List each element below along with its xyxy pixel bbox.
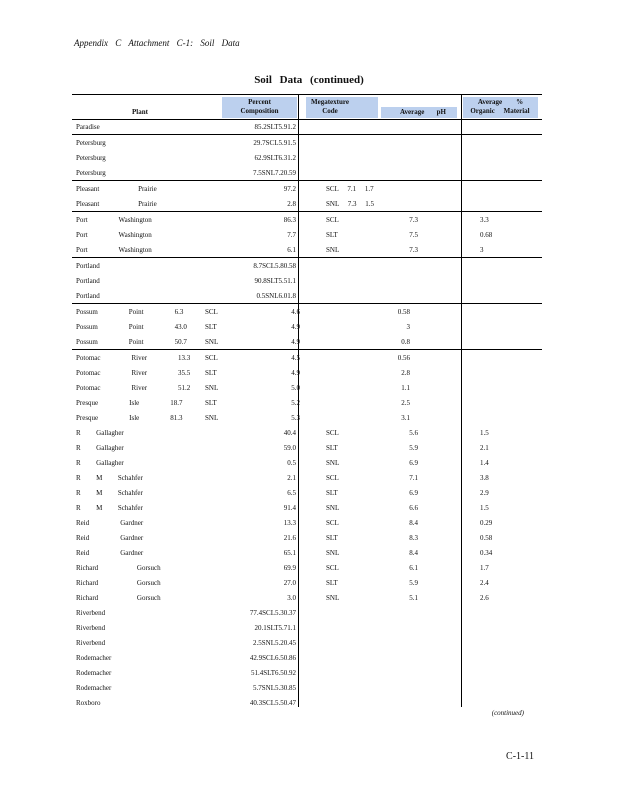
- row-group-rule: [72, 349, 542, 350]
- plant: R M Schahfer: [76, 474, 143, 482]
- organic-material: 2.6: [480, 594, 489, 602]
- plant: Reid Gardner: [76, 519, 144, 527]
- megatexture-code: SNL: [326, 504, 340, 512]
- soil-data-table: [0, 120, 618, 711]
- percent-composition: 29.7SCL5.91.5: [253, 139, 296, 147]
- average-ph: 7.1: [409, 474, 418, 482]
- average-ph: 3: [406, 323, 410, 331]
- average-ph: 2.8: [401, 369, 410, 377]
- percent-composition: 2.8: [287, 200, 296, 208]
- header-top-rule: [72, 94, 542, 95]
- average-ph: 1.1: [401, 384, 410, 392]
- table-row: [0, 335, 618, 350]
- plant: Portland: [76, 262, 100, 270]
- table-row: [0, 351, 618, 366]
- average-ph: 5.9: [409, 579, 418, 587]
- average-ph: 6.6: [409, 504, 418, 512]
- row-group-rule: [72, 257, 542, 258]
- megatexture-code: SLT: [205, 399, 217, 407]
- percent-composition: 91.4: [283, 504, 296, 512]
- plant: Paradise: [76, 123, 100, 131]
- table-row: [0, 197, 618, 212]
- organic-material: 1.5: [480, 429, 489, 437]
- percent-composition: 4.9: [291, 338, 300, 346]
- percent-composition: 69.9: [283, 564, 296, 572]
- table-row: [0, 546, 618, 561]
- megatexture-code: SNL: [326, 549, 340, 557]
- plant: Reid Gardner: [76, 534, 144, 542]
- percent-composition: 40.3SCL5.50.47: [249, 699, 296, 707]
- table-row: [0, 259, 618, 274]
- row-group-rule: [72, 180, 542, 181]
- table-row: [0, 151, 618, 166]
- plant: Pleasant Prairie: [76, 185, 157, 193]
- plant: Petersburg: [76, 154, 106, 162]
- average-ph: 8.4: [409, 549, 418, 557]
- plant: Port Washington: [76, 231, 152, 239]
- organic-material: 2.4: [480, 579, 489, 587]
- col-organic-header-2: Organic Material: [470, 107, 530, 115]
- megatexture-code: SCL: [326, 474, 339, 482]
- percent-composition: 7.5SNL7.20.59: [253, 169, 296, 177]
- plant: Port Washington: [76, 216, 152, 224]
- average-ph: 7.3: [409, 216, 418, 224]
- row-group-rule: [72, 134, 542, 135]
- plant: Portland: [76, 277, 100, 285]
- megatexture-code: SLT: [326, 579, 338, 587]
- average-ph: 8.3: [409, 534, 418, 542]
- col-ph-header: Average pH: [400, 108, 446, 116]
- megatexture-code: SCL: [326, 564, 339, 572]
- plant: Possum Point 50.7: [76, 338, 187, 346]
- table-row: [0, 320, 618, 335]
- organic-material: 0.34: [480, 549, 493, 557]
- organic-material: 1.5: [480, 504, 489, 512]
- table-row: [0, 501, 618, 516]
- table-row: [0, 366, 618, 381]
- organic-material: 2.1: [480, 444, 489, 452]
- megatexture-code: SLT: [326, 231, 338, 239]
- plant: Rodemacher: [76, 654, 112, 662]
- percent-composition: 0.5SNL6.01.8: [256, 292, 296, 300]
- organic-material: 1.4: [480, 459, 489, 467]
- percent-composition: 42.9SCL6.50.86: [249, 654, 296, 662]
- organic-material: 2.9: [480, 489, 489, 497]
- table-row: [0, 636, 618, 651]
- megatexture-code: SNL: [205, 414, 219, 422]
- table-row: [0, 441, 618, 456]
- plant: Possum Point 43.0: [76, 323, 187, 331]
- table-row: [0, 576, 618, 591]
- table-row: [0, 696, 618, 711]
- row-group-rule: [72, 303, 542, 304]
- table-row: [0, 274, 618, 289]
- plant: Presque Isle 18.7: [76, 399, 183, 407]
- col-organic-header-1: Average %: [477, 98, 524, 106]
- plant: Potomac River 51.2: [76, 384, 191, 392]
- percent-composition: 40.4: [283, 429, 296, 437]
- organic-material: 3.3: [480, 216, 489, 224]
- plant: Richard Gorsuch: [76, 579, 161, 587]
- plant: R Gallagher: [76, 444, 124, 452]
- megatexture-code: SLT: [205, 323, 217, 331]
- megatexture-code: SCL: [205, 308, 218, 316]
- plant: Presque Isle 81.3: [76, 414, 183, 422]
- col-percent-header-1: Percent: [248, 98, 271, 106]
- plant: Rodemacher: [76, 669, 112, 677]
- table-row: [0, 243, 618, 258]
- average-ph: 6.1: [409, 564, 418, 572]
- plant: Riverbend: [76, 609, 106, 617]
- percent-composition: 3.0: [287, 594, 296, 602]
- percent-composition: 4.5: [291, 354, 300, 362]
- percent-composition: 20.1SLT5.71.1: [254, 624, 296, 632]
- percent-composition: 27.0: [283, 579, 296, 587]
- megatexture-code: SNL: [326, 246, 340, 254]
- organic-material: 0.68: [480, 231, 493, 239]
- percent-composition: 7.7: [287, 231, 296, 239]
- percent-composition: 6.1: [287, 246, 296, 254]
- continued-note: (continued): [491, 709, 524, 717]
- plant: R Gallagher: [76, 459, 124, 467]
- percent-composition: 8.7SCL5.80.58: [253, 262, 296, 270]
- plant: Richard Gorsuch: [76, 564, 161, 572]
- percent-composition: 4.9: [291, 323, 300, 331]
- percent-composition: 85.2SLT5.91.2: [254, 123, 296, 131]
- percent-composition: 65.1: [283, 549, 296, 557]
- percent-composition: 51.4SLT6.50.92: [250, 669, 296, 677]
- percent-composition: 0.5: [287, 459, 296, 467]
- table-row: [0, 681, 618, 696]
- table-row: [0, 228, 618, 243]
- table-row: [0, 305, 618, 320]
- average-ph: 5.1: [409, 594, 418, 602]
- average-ph: 6.9: [409, 489, 418, 497]
- table-row: [0, 381, 618, 396]
- plant: R Gallagher: [76, 429, 124, 437]
- megatexture-code: SNL: [205, 338, 219, 346]
- organic-material: 1.7: [480, 564, 489, 572]
- percent-composition: 62.9SLT6.31.2: [254, 154, 296, 162]
- percent-composition: 2.5SNL5.20.45: [253, 639, 296, 647]
- table-row: [0, 136, 618, 151]
- table-row: [0, 531, 618, 546]
- megatexture-code: SLT: [326, 489, 338, 497]
- percent-composition: 4.6: [291, 308, 300, 316]
- table-row: [0, 561, 618, 576]
- col-mega-header-1: Megatexture: [311, 98, 349, 106]
- average-ph: 7.3: [409, 246, 418, 254]
- average-ph: 0.8: [401, 338, 410, 346]
- plant: Reid Gardner: [76, 549, 144, 557]
- average-ph: 8.4: [409, 519, 418, 527]
- plant: R M Schahfer: [76, 504, 143, 512]
- table-row: [0, 426, 618, 441]
- percent-composition: 13.3: [283, 519, 296, 527]
- megatexture-code: SCL: [205, 354, 218, 362]
- organic-material: 3: [480, 246, 484, 254]
- page-number: C-1-11: [506, 751, 534, 762]
- plant: Riverbend: [76, 624, 106, 632]
- plant: Potomac River 13.3: [76, 354, 191, 362]
- table-row: [0, 471, 618, 486]
- percent-composition: 6.5: [287, 489, 296, 497]
- percent-composition: 5.3: [291, 414, 300, 422]
- plant: Petersburg: [76, 139, 106, 147]
- table-row: [0, 213, 618, 228]
- percent-composition: 77.4SCL5.30.37: [249, 609, 296, 617]
- megatexture-code: SNL: [326, 594, 340, 602]
- table-row: [0, 182, 618, 197]
- plant: Potomac River 35.5: [76, 369, 191, 377]
- average-ph: 7.5: [409, 231, 418, 239]
- table-row: [0, 591, 618, 606]
- percent-composition: 2.1: [287, 474, 296, 482]
- percent-composition: 21.6: [283, 534, 296, 542]
- megatexture-code: SLT: [205, 369, 217, 377]
- col-percent-header-2: Composition: [240, 107, 279, 115]
- percent-composition: 5.2: [291, 399, 300, 407]
- organic-material: 0.58: [480, 534, 493, 542]
- average-ph: 3.1: [401, 414, 410, 422]
- table-row: [0, 396, 618, 411]
- average-ph: 5.6: [409, 429, 418, 437]
- table-row: [0, 621, 618, 636]
- table-row: [0, 651, 618, 666]
- plant: Richard Gorsuch: [76, 594, 161, 602]
- table-row: [0, 666, 618, 681]
- megatexture-code: SLT: [326, 444, 338, 452]
- organic-material: 0.29: [480, 519, 493, 527]
- average-ph: 5.9: [409, 444, 418, 452]
- plant: Petersburg: [76, 169, 106, 177]
- megatexture-code: SNL: [205, 384, 219, 392]
- col-plant-header: Plant: [132, 108, 148, 116]
- plant: Riverbend: [76, 639, 106, 647]
- plant: Roxboro: [76, 699, 101, 707]
- percent-composition: 90.8SLT5.51.1: [254, 277, 296, 285]
- table-row: [0, 289, 618, 304]
- percent-composition: 59.0: [283, 444, 296, 452]
- megatexture-code: SCL: [326, 216, 339, 224]
- table-row: [0, 411, 618, 426]
- percent-composition: 97.2: [283, 185, 296, 193]
- table-row: [0, 120, 618, 135]
- table-row: [0, 456, 618, 471]
- megatexture-code: SCL 7.1 1.7: [326, 185, 374, 193]
- table-row: [0, 516, 618, 531]
- plant: Port Washington: [76, 246, 152, 254]
- megatexture-code: SNL 7.3 1.5: [326, 200, 374, 208]
- average-ph: 2.5: [401, 399, 410, 407]
- megatexture-code: SLT: [326, 534, 338, 542]
- megatexture-code: SNL: [326, 459, 340, 467]
- plant: Possum Point 6.3: [76, 308, 184, 316]
- col-mega-header-2: Code: [322, 107, 338, 115]
- percent-composition: 5.0: [291, 384, 300, 392]
- plant: Pleasant Prairie: [76, 200, 157, 208]
- plant: Portland: [76, 292, 100, 300]
- table-row: [0, 486, 618, 501]
- average-ph: 0.58: [397, 308, 410, 316]
- row-group-rule: [72, 211, 542, 212]
- plant: R M Schahfer: [76, 489, 143, 497]
- organic-material: 3.8: [480, 474, 489, 482]
- running-header: Appendix C Attachment C-1: Soil Data: [74, 38, 240, 48]
- percent-composition: 4.9: [291, 369, 300, 377]
- average-ph: 6.9: [409, 459, 418, 467]
- megatexture-code: SCL: [326, 519, 339, 527]
- plant: Rodemacher: [76, 684, 112, 692]
- megatexture-code: SCL: [326, 429, 339, 437]
- average-ph: 0.56: [397, 354, 410, 362]
- table-row: [0, 166, 618, 181]
- percent-composition: 5.7SNL5.30.85: [253, 684, 296, 692]
- percent-composition: 86.3: [283, 216, 296, 224]
- table-title: Soil Data (continued): [254, 74, 364, 86]
- table-row: [0, 606, 618, 621]
